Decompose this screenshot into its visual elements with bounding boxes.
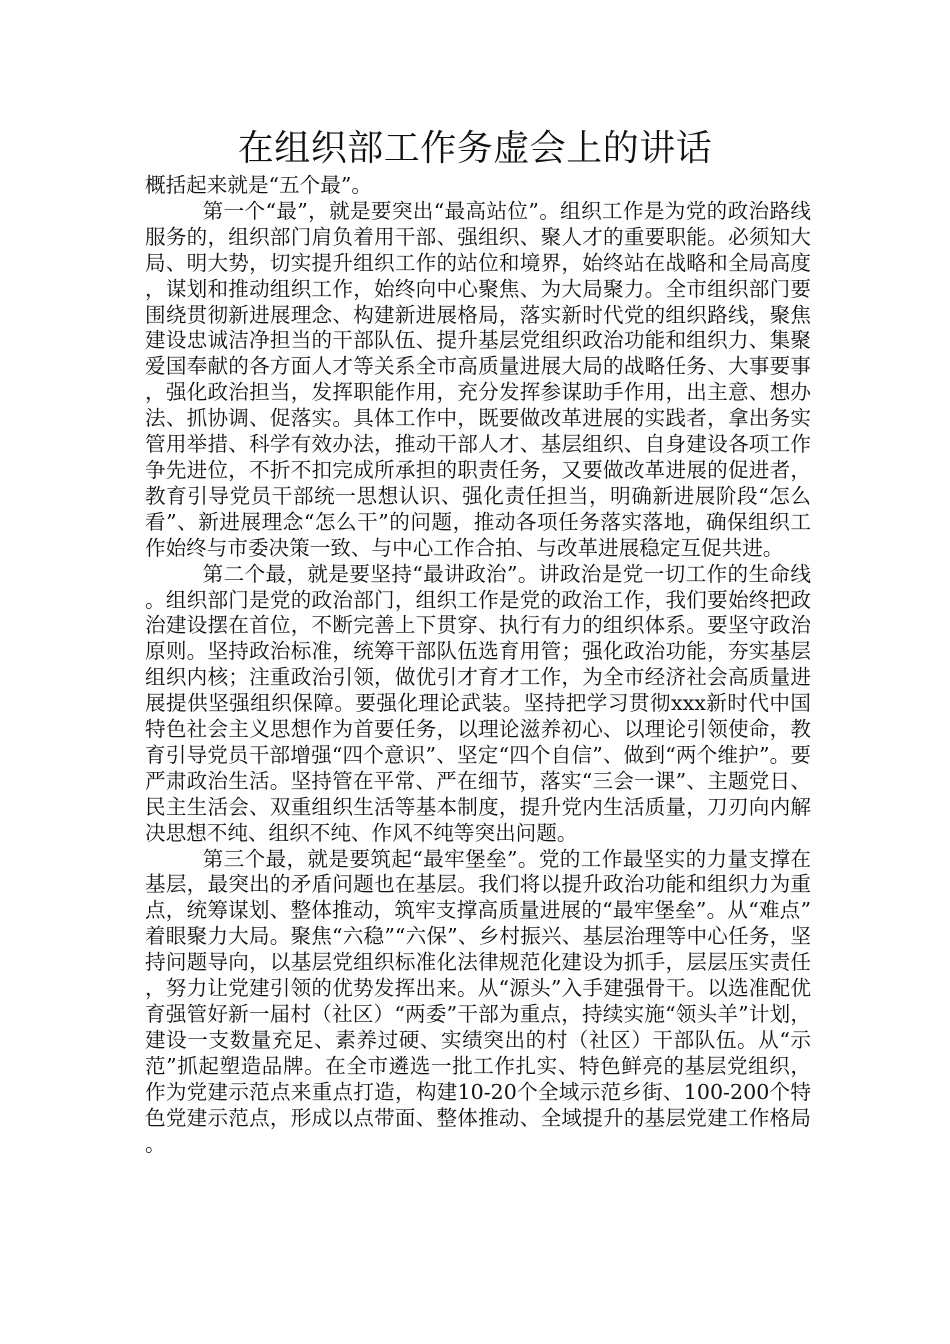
document-body (145, 173, 811, 1157)
paragraph-first-highest-position: 第一个“最”，就是要突出“最高站位”。组织工作是为党的政治路线服务的，组织部门肩负着用干部、强组织、聚人才的重要职能。必须知大局、明大势，切实提升组织工作的站位和境界，始终站在战略和全局高度，谋划和推动组织工作，始终向中心聚焦、为大局聚力。全市组织部门要围绕贯彻新进展理念、构建新进展格局，落实新时代党的组织路线，聚焦建设忠诚洁净担当的干部队伍、提升基层党组织政治功能和组织力、集聚爱国奉献的各方面人才等关系全市高质量进展大局的战略任务、大事要事，强化政治担当，发挥职能作用，充分发挥参谋助手作用，出主意、想办法、抓协调、促落实。具体工作中，既要做改革进展的实践者，拿出务实管用举措、科学有效办法，推动干部人才、基层组织、自身建设各项工作争先进位，不折不扣完成所承担的职责任务，又要做改革进展的促进者，教育引导党员干部统一思想认识、强化责任担当，明确新进展阶段“怎么看”、新进展理念“怎么干”的问题，推动各项任务落实落地，确保组织工作始终与市委决策一致、与中心工作合拍、与改革进展稳定互促共进。 (145, 198, 811, 560)
paragraph-third-fortress: 第三个最，就是要筑起“最牢堡垒”。党的工作最坚实的力量支撑在基层，最突出的矛盾问题也在基层。我们将以提升政治功能和组织力为重点，统筹谋划、整体推动，筑牢支撑高质量进展的“最牢堡垒”。从“难点”着眼聚力大局。聚焦“六稳”“六保”、乡村振兴、基层治理等中心任务，坚持问题导向，以基层党组织标准化法律规范化建设为抓手，层层压实责任，努力让党建引领的优势发挥出来。从“源头”入手建强骨干。以选准配优育强管好新一届村（社区）“两委”干部为重点，持续实施“领头羊”计划，建设一支数量充足、素养过硬、实绩突出的村（社区）干部队伍。从“示范”抓起塑造品牌。在全市遴选一批工作扎实、特色鲜亮的基层党组织，作为党建示范点来重点打造，构建10-20个全域示范乡街、100-200个特色党建示范点，形成以点带面、整体推动、全域提升的基层党建工作格局。 (145, 846, 811, 1156)
document-title: 在组织部工作务虚会上的讲话 (237, 128, 713, 169)
paragraph-second-politics: 第二个最，就是要坚持“最讲政治”。讲政治是党一切工作的生命线。组织部门是党的政治部门，组织工作是党的政治工作，我们要始终把政治建设摆在首位，不断完善上下贯穿、执行有力的组织体系。要坚守政治原则。坚持政治标准，统筹干部队伍选育用管；强化政治功能，夯实基层组织内核；注重政治引领，做优引才育才工作，为全市经济社会高质量进展提供坚强组织保障。要强化理论武装。坚持把学习贯彻xxx新时代中国特色社会主义思想作为首要任务，以理论滋养初心、以理论引领使命，教育引导党员干部增强“四个意识”、坚定“四个自信”、做到“两个维护”。要严肃政治生活。坚持管在平常、严在细节，落实“三会一课”、主题党日、民主生活会、双重组织生活等基本制度，提升党内生活质量，刀刃向内解决思想不纯、组织不纯、作风不纯等突出问题。 (145, 561, 811, 845)
paragraph-intro: 概括起来就是“五个最”。 (145, 173, 372, 197)
